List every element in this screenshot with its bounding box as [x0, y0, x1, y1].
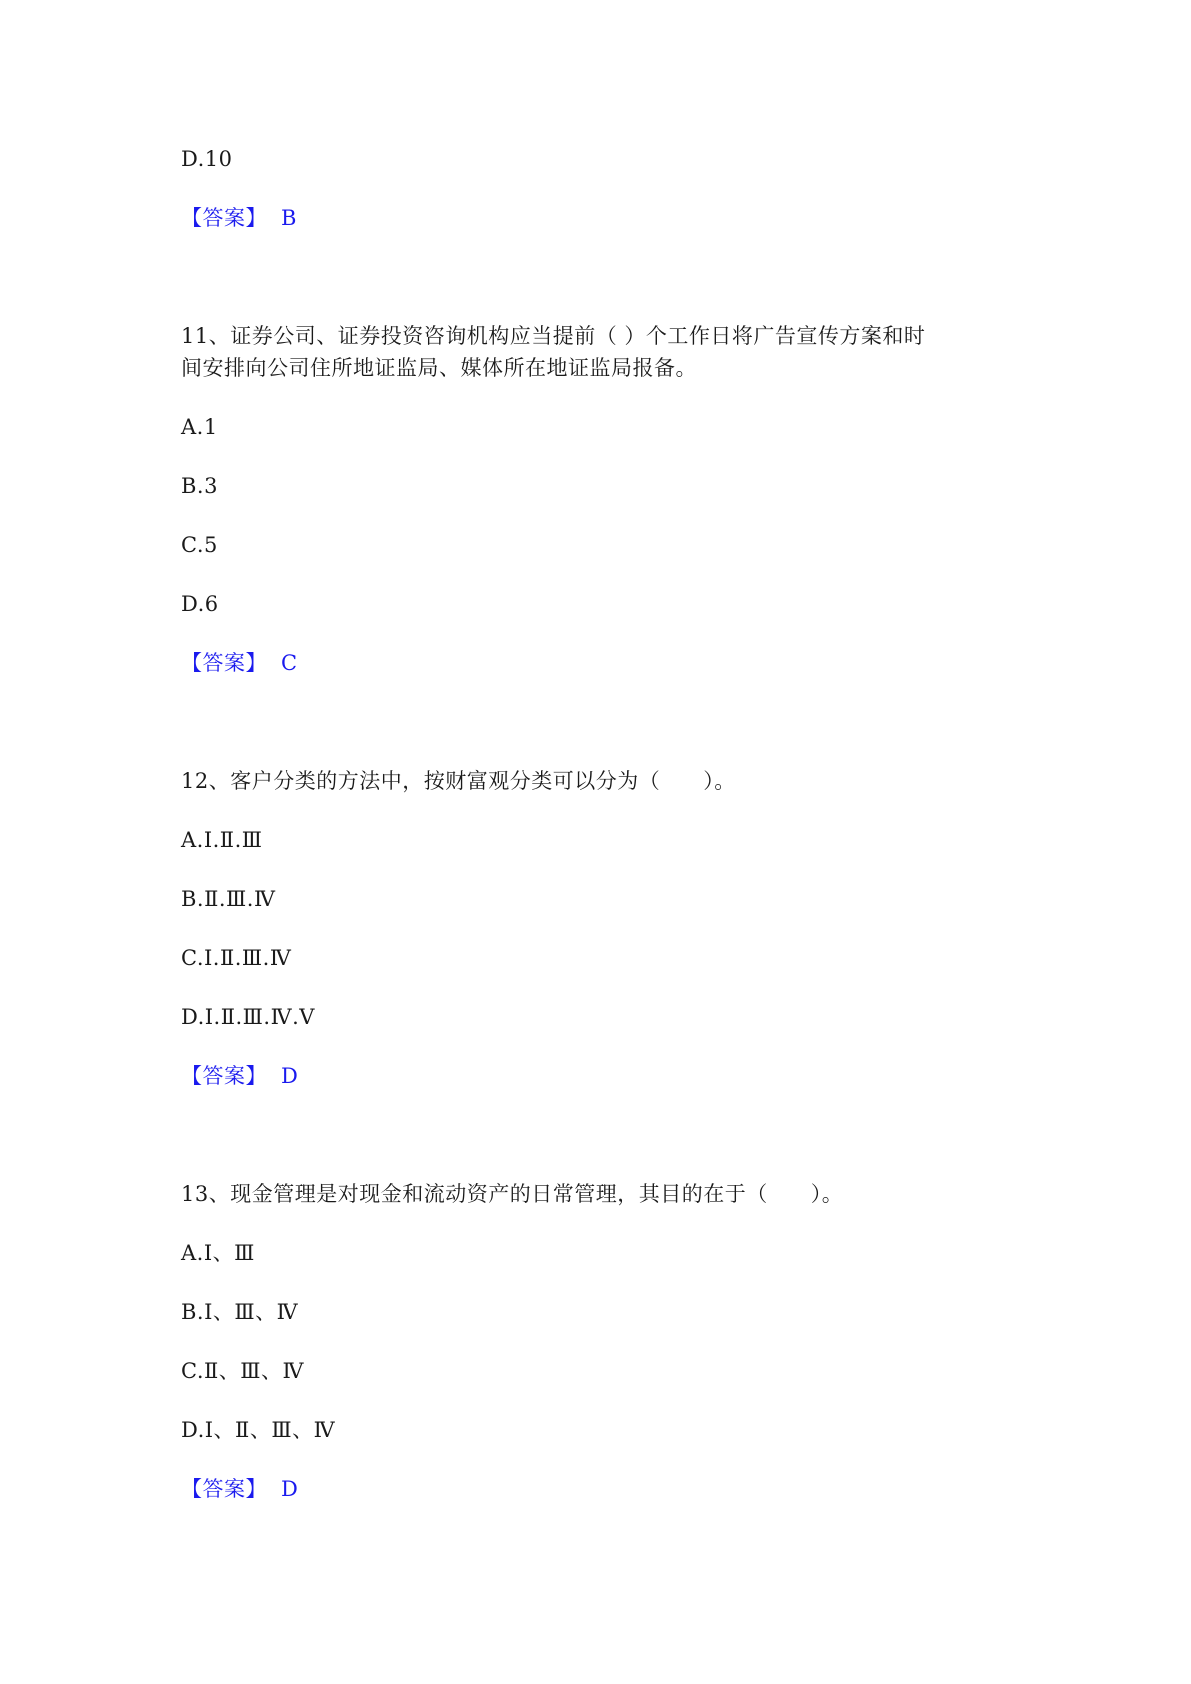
question-12-option-d: D.Ⅰ.Ⅱ.Ⅲ.Ⅳ.Ⅴ [181, 1005, 315, 1029]
answer-label: 【答案】 [181, 1477, 267, 1501]
answer-value: D [281, 1477, 299, 1501]
question-11-stem-line-1: 11、证券公司、证券投资咨询机构应当提前（ ）个工作日将广告宣传方案和时 [181, 324, 926, 348]
prev-question-option-d: D.10 [181, 147, 233, 171]
question-13-option-b: B.Ⅰ、Ⅲ、Ⅳ [181, 1300, 299, 1324]
question-11-option-b: B.3 [181, 474, 218, 498]
question-12-option-a: A.Ⅰ.Ⅱ.Ⅲ [181, 828, 263, 852]
answer-label: 【答案】 [181, 206, 267, 230]
answer-value: C [281, 651, 298, 675]
question-13-answer [181, 1473, 298, 1505]
answer-label: 【答案】 [181, 651, 267, 675]
question-13-stem-line-1: 13、现金管理是对现金和流动资产的日常管理，其目的在于（ ）。 [181, 1182, 844, 1206]
question-13-option-a: A.Ⅰ、Ⅲ [181, 1241, 255, 1265]
question-11-option-a: A.1 [181, 415, 218, 439]
answer-value: B [281, 206, 297, 230]
question-11-answer [181, 647, 298, 679]
question-11-stem-line-2: 间安排向公司住所地证监局、媒体所在地证监局报备。 [181, 356, 697, 380]
question-12-option-b: B.Ⅱ.Ⅲ.Ⅳ [181, 887, 276, 911]
question-13-option-d: D.Ⅰ、Ⅱ、Ⅲ、Ⅳ [181, 1418, 336, 1442]
answer-value: D [281, 1064, 299, 1088]
question-12-option-c: C.Ⅰ.Ⅱ.Ⅲ.Ⅳ [181, 946, 292, 970]
question-12-stem-line-1: 12、客户分类的方法中，按财富观分类可以分为（ ）。 [181, 769, 736, 793]
question-11-option-d: D.6 [181, 592, 219, 616]
answer-label: 【答案】 [181, 1064, 267, 1088]
question-12-answer [181, 1060, 298, 1092]
question-11-option-c: C.5 [181, 533, 218, 557]
prev-question-answer [181, 202, 297, 234]
question-13-option-c: C.Ⅱ、Ⅲ、Ⅳ [181, 1359, 304, 1383]
